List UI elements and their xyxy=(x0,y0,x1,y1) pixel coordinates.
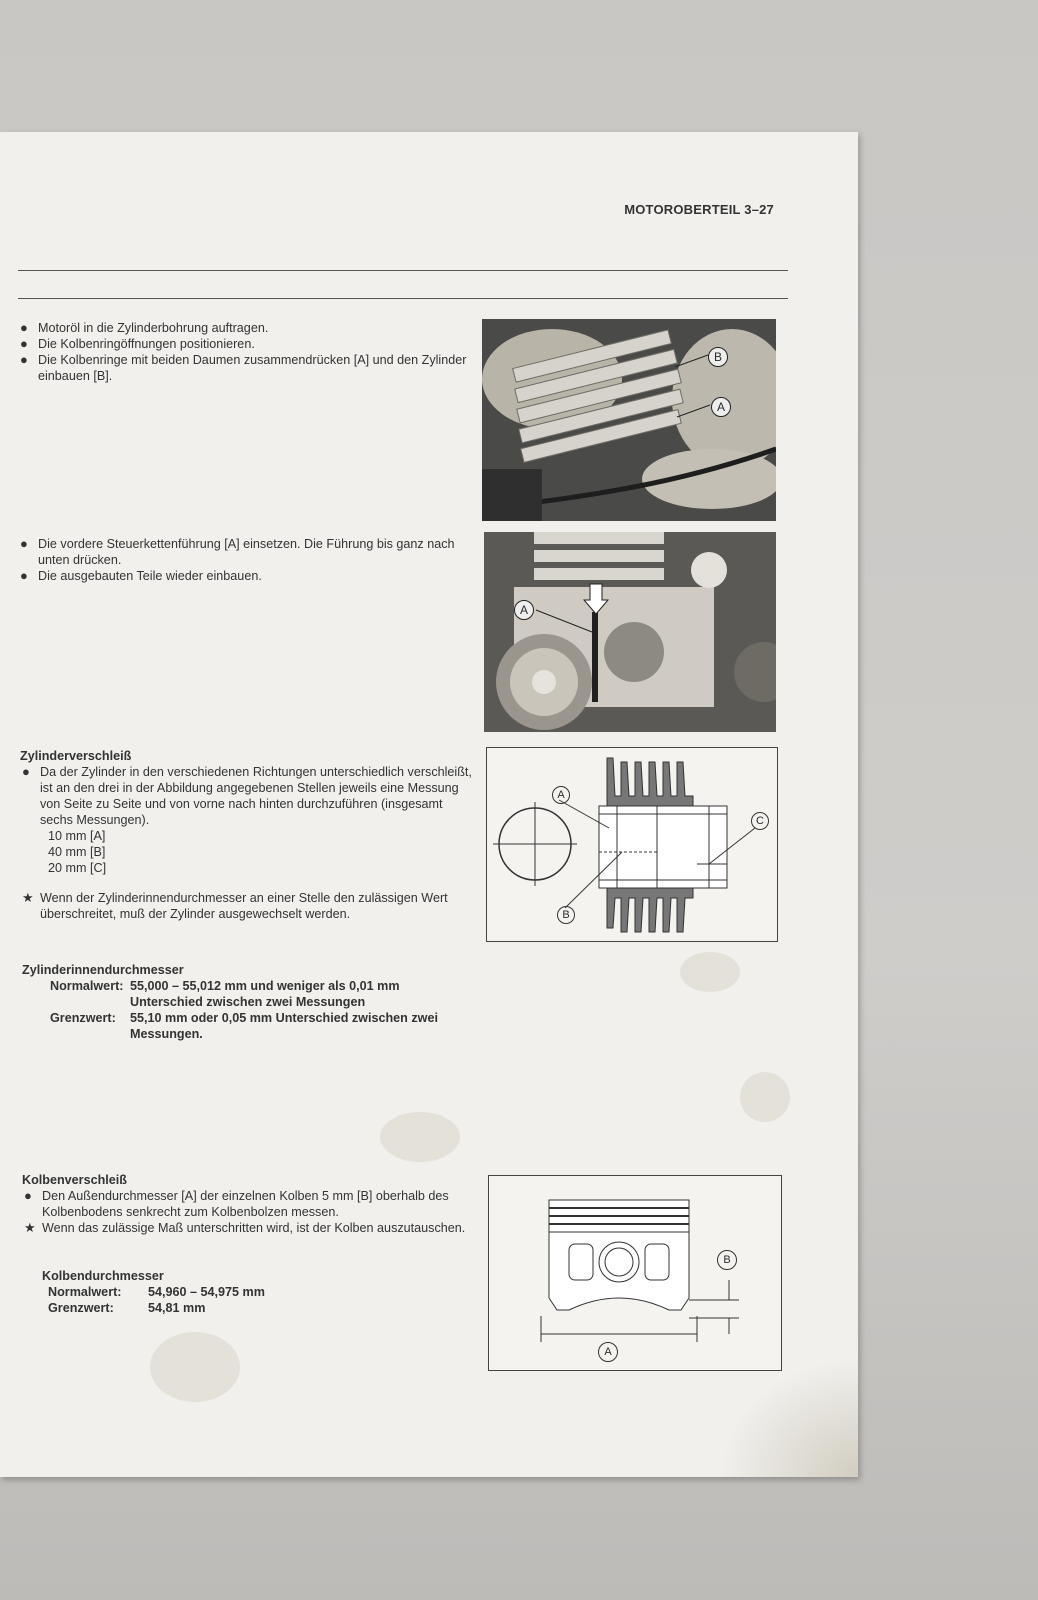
cylinder-wear-drawing xyxy=(487,748,777,941)
engine-case-illustration xyxy=(484,532,776,732)
callout-a: A xyxy=(598,1342,618,1362)
list-item: ● Den Außendurchmesser [A] der einzelnen Kolben 5 mm [B] oberhalb des Kolbenbodens senkrecht zum Kolbenbolzen messen. xyxy=(24,1188,449,1219)
header-rule-top xyxy=(18,270,788,271)
spec-heading: Zylinderinnendurchmesser xyxy=(22,963,184,977)
header-rule-bottom xyxy=(18,298,788,299)
list-item: ● Die Kolbenringe mit beiden Daumen zusammendrücken [A] und den Zylinder einbauen [B]. xyxy=(20,352,467,383)
list-item: ● Da der Zylinder in den verschiedenen Richtungen unterschiedlich verschleißt, ist an den drei in der Abbildung angegebenen Stellen jeweils eine Messung von Seite zu Seite und von vorne nach hinten durchzuführen (insgesamt sechs Messungen). xyxy=(22,764,472,827)
note-item: ★ Wenn das zulässige Maß unterschritten wird, ist der Kolben auszutauschen. xyxy=(24,1220,466,1235)
note-item: ★ Wenn der Zylinderinnendurchmesser an einer Stelle den zulässigen Wert überschreitet, muß der Zylinder ausgewechselt werden. xyxy=(22,890,448,921)
spec-cylinder-bore xyxy=(22,962,482,1042)
spec-value: 55,000 – 55,012 mm und weniger als 0,01 mm Unterschied zwischen zwei Messungen xyxy=(130,979,400,1009)
piston-drawing xyxy=(489,1176,781,1370)
spec-table xyxy=(22,978,482,1042)
callout-b: B xyxy=(557,906,575,924)
page-header xyxy=(624,202,774,217)
list-item: ● Motoröl in die Zylinderbohrung auftragen. xyxy=(20,320,269,335)
list-item: ● Die ausgebauten Teile wieder einbauen. xyxy=(20,568,262,583)
header-page-number: 3–27 xyxy=(744,202,774,217)
measure-item: 20 mm [C] xyxy=(48,861,107,875)
chain-guide-photo xyxy=(484,532,776,732)
cylinder-install-photo xyxy=(482,319,776,521)
spec-label: Grenzwert: xyxy=(48,1301,114,1315)
header-title: MOTOROBERTEIL xyxy=(624,202,741,217)
spec-piston-diameter xyxy=(42,1268,462,1316)
piston-wear-diagram xyxy=(488,1175,782,1371)
spec-label: Normalwert: xyxy=(50,979,124,993)
spec-value: 54,81 mm xyxy=(148,1301,206,1315)
spec-value: 54,960 – 54,975 mm xyxy=(148,1285,265,1299)
cylinder-wear-diagram xyxy=(486,747,778,942)
list-item: ● Die vordere Steuerkettenführung [A] einsetzen. Die Führung bis ganz nach unten drücken. xyxy=(20,536,455,567)
spec-table xyxy=(42,1284,462,1316)
section-cylinder-install xyxy=(18,320,473,384)
section-heading: Kolbenverschleiß xyxy=(22,1173,127,1187)
spec-value: 55,10 mm oder 0,05 mm Unterschied zwischen zwei Messungen. xyxy=(130,1011,438,1041)
callout-b: B xyxy=(708,347,728,367)
spec-heading: Kolbendurchmesser xyxy=(42,1269,164,1283)
spec-label: Normalwert: xyxy=(48,1285,122,1299)
section-cylinder-wear xyxy=(20,748,475,922)
callout-a: A xyxy=(514,600,534,620)
callout-b: B xyxy=(717,1250,737,1270)
section-heading: Zylinderverschleiß xyxy=(20,749,132,763)
section-piston-wear xyxy=(22,1172,477,1236)
callout-c: C xyxy=(751,812,769,830)
section-chain-guide xyxy=(18,536,473,584)
measure-item: 40 mm [B] xyxy=(48,845,106,859)
manual-page xyxy=(0,132,858,1477)
list-item: ● Die Kolbenringöffnungen positionieren. xyxy=(20,336,255,351)
cylinder-install-illustration xyxy=(482,319,776,521)
spec-label: Grenzwert: xyxy=(50,1011,116,1025)
callout-a: A xyxy=(711,397,731,417)
callout-a: A xyxy=(552,786,570,804)
measure-item: 10 mm [A] xyxy=(48,829,106,843)
